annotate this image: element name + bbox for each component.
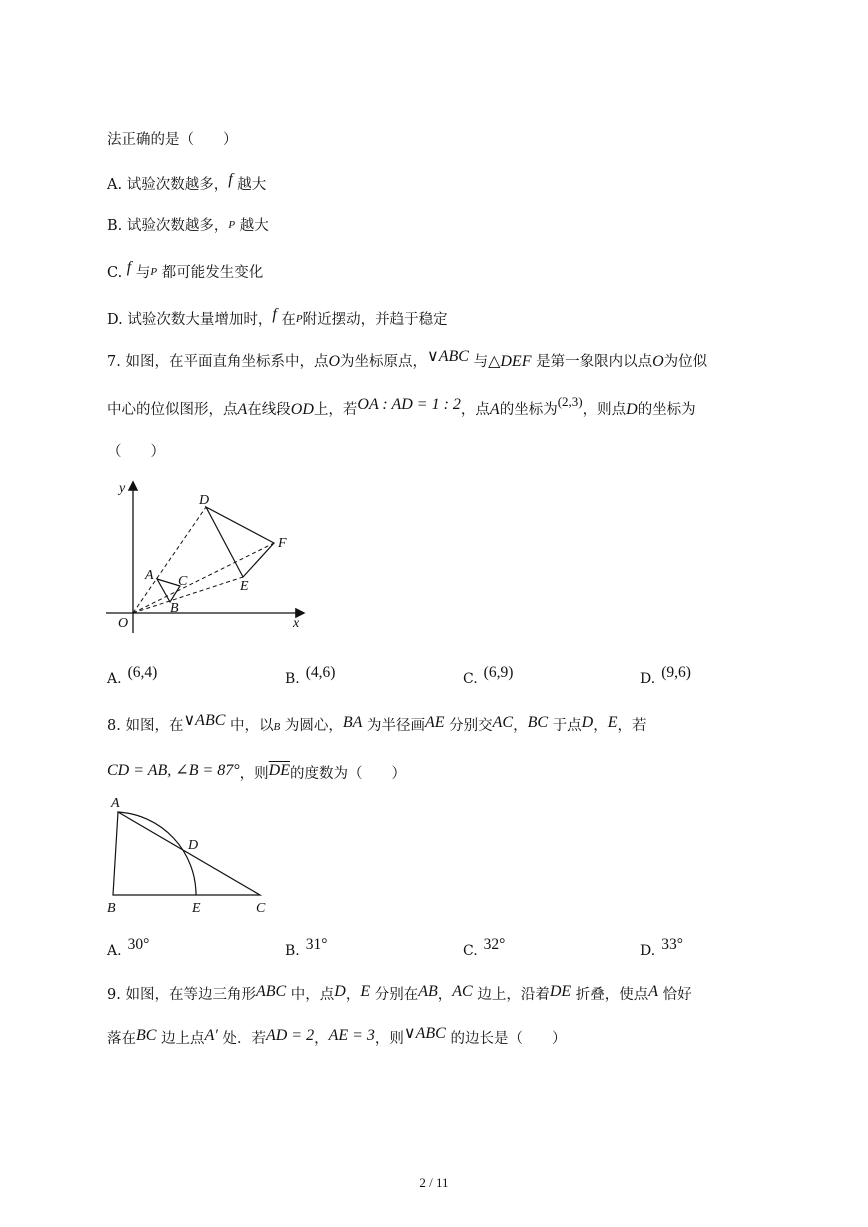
q7-label-e: E bbox=[240, 579, 249, 594]
q6-option-a: A. 试验次数越多，f 越大 bbox=[107, 171, 267, 193]
q8-label-c: C bbox=[256, 901, 266, 916]
q7-label-b: B bbox=[170, 601, 179, 616]
q8-option-a: A. 30° bbox=[107, 936, 150, 959]
q7-label-d: D bbox=[199, 493, 210, 508]
q6-option-b: B. 试验次数越多，P 越大 bbox=[107, 218, 269, 234]
q7-dashed-rays bbox=[133, 507, 274, 613]
q7-option-c: C. (6,9) bbox=[463, 664, 514, 687]
q7-label-y: y bbox=[119, 481, 126, 496]
q8-figure bbox=[100, 790, 280, 920]
q7-option-b: B. (4,6) bbox=[285, 664, 336, 687]
q7-option-d: D. (9,6) bbox=[640, 664, 691, 687]
q9-line2: 落在BC 边上点A′ 处．若AD = 2，AE = 3，则∨ABC 的边长是（ ） bbox=[107, 1025, 567, 1047]
q8-option-c: C. 32° bbox=[463, 936, 506, 959]
q7-label-x: x bbox=[293, 616, 300, 631]
q7-option-a: A. (6,4) bbox=[107, 664, 158, 687]
q7-label-c: C bbox=[178, 574, 188, 589]
q8-arc-ae bbox=[118, 812, 199, 895]
q6-option-c: C. f 与P 都可能发生变化 bbox=[107, 259, 264, 281]
q8-triangle bbox=[113, 812, 260, 895]
q7-line1: 7. 如图，在平面直角坐标系中，点O为坐标原点，∨ABC 与△DEF 是第一象限内以点O为位似 bbox=[107, 348, 708, 370]
q7-line2: 中心的位似图形，点A在线段OD上，若OA : AD = 1 : 2，点A的坐标为(2,3)，则点D的坐标为 bbox=[107, 394, 696, 418]
q8-label-d: D bbox=[188, 838, 199, 853]
q7-figure bbox=[100, 475, 315, 635]
q8-option-d: D. 33° bbox=[640, 936, 683, 959]
q8-label-a: A bbox=[111, 796, 120, 811]
q8-label-e: E bbox=[192, 901, 201, 916]
q7-label-a: A bbox=[145, 568, 154, 583]
page-number: 2 / 11 bbox=[419, 1175, 449, 1190]
q7-label-f: F bbox=[278, 536, 287, 551]
q8-option-b: B. 31° bbox=[285, 936, 328, 959]
q9-line1: 9. 如图，在等边三角形ABC 中，点D，E 分别在AB，AC 边上，沿着DE 折叠，使点A 恰好 bbox=[107, 983, 692, 1003]
q7-paren: （ ） bbox=[107, 444, 165, 460]
q7-label-o: O bbox=[118, 616, 129, 631]
q6-stem-tail: 法正确的是（ ） bbox=[107, 132, 238, 148]
q8-line1: 8. 如图，在∨ABC 中，以B 为圆心，BA 为半径画AE 分别交AC，BC 于点D，E，若 bbox=[107, 712, 647, 734]
q8-label-b: B bbox=[107, 901, 116, 916]
q8-line2: CD = AB, ∠B = 87°，则$\overline{DE}$的度数为（ ） bbox=[107, 762, 406, 782]
q7-triangle-def bbox=[206, 507, 274, 577]
q6-option-d: D. 试验次数大量增加时，f 在P附近摆动，并趋于稳定 bbox=[107, 306, 448, 328]
